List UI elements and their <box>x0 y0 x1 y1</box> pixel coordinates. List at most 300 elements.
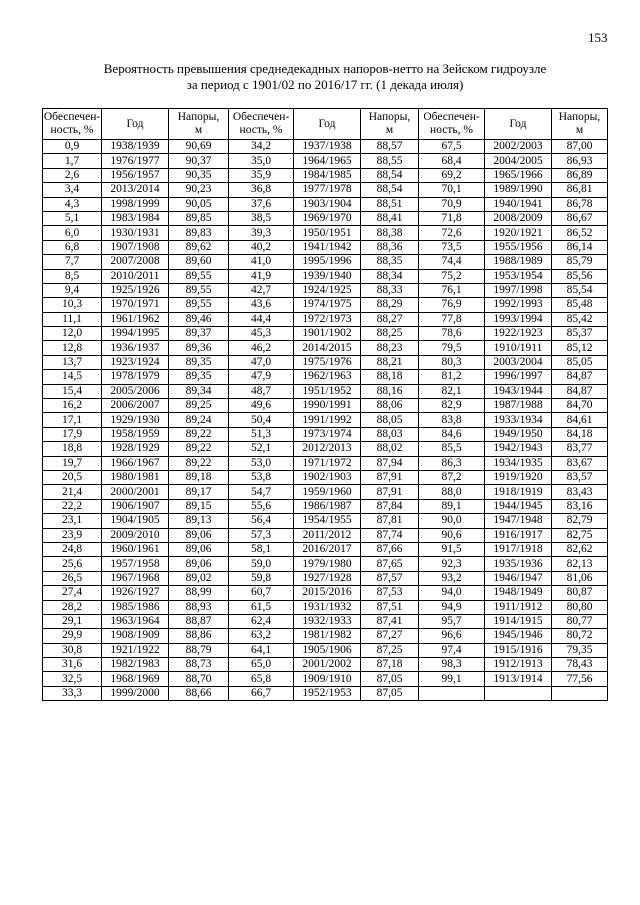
head-cell: 88,54 <box>361 183 419 197</box>
header-year-1 <box>102 109 169 140</box>
table-row <box>43 571 608 585</box>
year-cell: 2001/2002 <box>294 658 361 672</box>
head-cell: 88,57 <box>361 140 419 154</box>
year-cell: 1993/1994 <box>485 312 552 326</box>
table-row <box>43 269 608 283</box>
year-cell: 1946/1947 <box>485 571 552 585</box>
provision-cell: 86,3 <box>419 456 485 470</box>
head-cell: 88,55 <box>361 154 419 168</box>
table-row <box>43 255 608 269</box>
provision-cell: 35,9 <box>229 168 294 182</box>
year-cell: 1903/1904 <box>294 197 361 211</box>
year-cell: 1921/1922 <box>102 643 169 657</box>
year-cell: 1978/1979 <box>102 370 169 384</box>
provision-cell: 33,3 <box>43 686 102 700</box>
head-cell: 77,56 <box>552 672 608 686</box>
year-cell: 1969/1970 <box>294 211 361 225</box>
year-cell: 1927/1928 <box>294 571 361 585</box>
header-text: ность, % <box>239 124 283 136</box>
year-cell: 1931/1932 <box>294 600 361 614</box>
table-title <box>40 61 610 93</box>
table-row <box>43 154 608 168</box>
header-row <box>43 109 608 140</box>
provision-cell: 82,1 <box>419 384 485 398</box>
header-head-1 <box>169 109 229 140</box>
head-cell: 88,54 <box>361 168 419 182</box>
year-cell: 1997/1998 <box>485 283 552 297</box>
year-cell: 1973/1974 <box>294 427 361 441</box>
year-cell: 1995/1996 <box>294 255 361 269</box>
head-cell: 86,52 <box>552 226 608 240</box>
year-cell: 1971/1972 <box>294 456 361 470</box>
provision-cell: 62,4 <box>229 614 294 628</box>
table-row <box>43 168 608 182</box>
provision-cell: 91,5 <box>419 542 485 556</box>
provision-cell: 47,9 <box>229 370 294 384</box>
year-cell: 1950/1951 <box>294 226 361 240</box>
year-cell: 1951/1952 <box>294 384 361 398</box>
year-cell: 1976/1977 <box>102 154 169 168</box>
header-year-3 <box>485 109 552 140</box>
head-cell: 88,27 <box>361 312 419 326</box>
year-cell <box>485 686 552 700</box>
year-cell: 1934/1935 <box>485 456 552 470</box>
head-cell: 85,79 <box>552 255 608 269</box>
head-cell: 90,69 <box>169 140 229 154</box>
head-cell: 87,05 <box>361 686 419 700</box>
year-cell: 1910/1911 <box>485 341 552 355</box>
head-cell: 86,14 <box>552 240 608 254</box>
table-row <box>43 514 608 528</box>
head-cell: 85,37 <box>552 327 608 341</box>
provision-cell: 59,0 <box>229 557 294 571</box>
year-cell: 1981/1982 <box>294 629 361 643</box>
head-cell: 89,13 <box>169 514 229 528</box>
head-cell: 84,70 <box>552 399 608 413</box>
year-cell: 1905/1906 <box>294 643 361 657</box>
year-cell: 1998/1999 <box>102 197 169 211</box>
year-cell: 1994/1995 <box>102 327 169 341</box>
year-cell: 1983/1984 <box>102 211 169 225</box>
head-cell: 89,06 <box>169 528 229 542</box>
provision-cell: 24,8 <box>43 542 102 556</box>
year-cell: 1941/1942 <box>294 240 361 254</box>
provision-cell: 10,3 <box>43 298 102 312</box>
provision-cell: 22,2 <box>43 499 102 513</box>
head-cell: 87,00 <box>552 140 608 154</box>
year-cell: 1937/1938 <box>294 140 361 154</box>
head-cell: 89,35 <box>169 355 229 369</box>
year-cell: 1918/1919 <box>485 485 552 499</box>
year-cell: 1922/1923 <box>485 327 552 341</box>
table-row <box>43 413 608 427</box>
year-cell: 1926/1927 <box>102 586 169 600</box>
head-cell: 88,35 <box>361 255 419 269</box>
head-cell: 89,22 <box>169 442 229 456</box>
head-cell: 87,91 <box>361 485 419 499</box>
head-cell: 87,65 <box>361 557 419 571</box>
year-cell: 1913/1914 <box>485 672 552 686</box>
header-provision-3 <box>419 109 485 140</box>
table-row <box>43 197 608 211</box>
table-row <box>43 341 608 355</box>
head-cell: 88,99 <box>169 586 229 600</box>
head-cell: 81,06 <box>552 571 608 585</box>
head-cell: 90,05 <box>169 197 229 211</box>
year-cell: 1943/1944 <box>485 384 552 398</box>
table-row <box>43 312 608 326</box>
table-row <box>43 355 608 369</box>
year-cell: 1945/1946 <box>485 629 552 643</box>
head-cell: 88,05 <box>361 413 419 427</box>
header-text: Год <box>509 117 527 130</box>
year-cell: 1915/1916 <box>485 643 552 657</box>
provision-cell: 52,1 <box>229 442 294 456</box>
year-cell: 2004/2005 <box>485 154 552 168</box>
provision-cell: 1,7 <box>43 154 102 168</box>
head-cell: 83,43 <box>552 485 608 499</box>
provision-cell: 47,0 <box>229 355 294 369</box>
head-cell: 87,66 <box>361 542 419 556</box>
year-cell: 1949/1950 <box>485 427 552 441</box>
head-cell: 88,38 <box>361 226 419 240</box>
table-row <box>43 456 608 470</box>
year-cell: 1962/1963 <box>294 370 361 384</box>
head-cell: 88,36 <box>361 240 419 254</box>
provision-cell: 63,2 <box>229 629 294 643</box>
head-cell: 87,25 <box>361 643 419 657</box>
head-cell: 89,25 <box>169 399 229 413</box>
provision-cell: 23,1 <box>43 514 102 528</box>
provision-cell: 70,9 <box>419 197 485 211</box>
head-cell: 90,35 <box>169 168 229 182</box>
year-cell: 1996/1997 <box>485 370 552 384</box>
head-cell: 90,23 <box>169 183 229 197</box>
year-cell: 1920/1921 <box>485 226 552 240</box>
head-cell: 85,48 <box>552 298 608 312</box>
provision-cell: 43,6 <box>229 298 294 312</box>
provision-cell: 20,5 <box>43 470 102 484</box>
provision-cell <box>419 686 485 700</box>
provision-cell: 6,8 <box>43 240 102 254</box>
header-provision-1 <box>43 109 102 140</box>
header-text: м <box>385 124 394 136</box>
year-cell: 1935/1936 <box>485 557 552 571</box>
table-row <box>43 384 608 398</box>
year-cell: 1960/1961 <box>102 542 169 556</box>
year-cell: 1939/1940 <box>294 269 361 283</box>
provision-cell: 25,6 <box>43 557 102 571</box>
provision-cell: 93,2 <box>419 571 485 585</box>
probability-table <box>42 108 608 701</box>
year-cell: 1966/1967 <box>102 456 169 470</box>
provision-cell: 26,5 <box>43 571 102 585</box>
year-cell: 1977/1978 <box>294 183 361 197</box>
head-cell: 79,35 <box>552 643 608 657</box>
head-cell: 87,74 <box>361 528 419 542</box>
head-cell: 89,06 <box>169 542 229 556</box>
year-cell: 1925/1926 <box>102 283 169 297</box>
provision-cell: 87,2 <box>419 470 485 484</box>
header-text: ность, % <box>50 124 94 136</box>
year-cell: 2000/2001 <box>102 485 169 499</box>
head-cell: 80,77 <box>552 614 608 628</box>
year-cell: 1917/1918 <box>485 542 552 556</box>
provision-cell: 16,2 <box>43 399 102 413</box>
head-cell: 84,87 <box>552 384 608 398</box>
head-cell: 89,37 <box>169 327 229 341</box>
table-row <box>43 427 608 441</box>
head-cell: 88,02 <box>361 442 419 456</box>
head-cell: 85,42 <box>552 312 608 326</box>
head-cell: 85,56 <box>552 269 608 283</box>
provision-cell: 29,9 <box>43 629 102 643</box>
provision-cell: 12,8 <box>43 341 102 355</box>
provision-cell: 78,6 <box>419 327 485 341</box>
head-cell: 82,79 <box>552 514 608 528</box>
header-text: Обеспечен- <box>43 111 101 123</box>
head-cell: 87,91 <box>361 470 419 484</box>
head-cell: 83,77 <box>552 442 608 456</box>
provision-cell: 76,9 <box>419 298 485 312</box>
head-cell: 89,36 <box>169 341 229 355</box>
table-row <box>43 629 608 643</box>
head-cell: 89,55 <box>169 283 229 297</box>
year-cell: 1979/1980 <box>294 557 361 571</box>
table-row <box>43 211 608 225</box>
year-cell: 1930/1931 <box>102 226 169 240</box>
year-cell: 2009/2010 <box>102 528 169 542</box>
table-row <box>43 485 608 499</box>
head-cell: 82,13 <box>552 557 608 571</box>
head-cell: 89,22 <box>169 456 229 470</box>
head-cell: 89,85 <box>169 211 229 225</box>
head-cell: 89,06 <box>169 557 229 571</box>
provision-cell: 77,8 <box>419 312 485 326</box>
year-cell: 1958/1959 <box>102 427 169 441</box>
year-cell: 1975/1976 <box>294 355 361 369</box>
provision-cell: 55,6 <box>229 499 294 513</box>
table-body <box>43 140 608 701</box>
head-cell: 89,18 <box>169 470 229 484</box>
provision-cell: 89,1 <box>419 499 485 513</box>
provision-cell: 12,0 <box>43 327 102 341</box>
head-cell: 83,57 <box>552 470 608 484</box>
provision-cell: 29,1 <box>43 614 102 628</box>
provision-cell: 85,5 <box>419 442 485 456</box>
provision-cell: 37,6 <box>229 197 294 211</box>
head-cell: 87,53 <box>361 586 419 600</box>
head-cell: 88,29 <box>361 298 419 312</box>
provision-cell: 88,0 <box>419 485 485 499</box>
year-cell: 2010/2011 <box>102 269 169 283</box>
year-cell: 1932/1933 <box>294 614 361 628</box>
provision-cell: 80,3 <box>419 355 485 369</box>
provision-cell: 59,8 <box>229 571 294 585</box>
head-cell: 88,79 <box>169 643 229 657</box>
year-cell: 1970/1971 <box>102 298 169 312</box>
provision-cell: 32,5 <box>43 672 102 686</box>
provision-cell: 9,4 <box>43 283 102 297</box>
year-cell: 1954/1955 <box>294 514 361 528</box>
head-cell: 89,34 <box>169 384 229 398</box>
table-row <box>43 586 608 600</box>
head-cell: 83,16 <box>552 499 608 513</box>
year-cell: 2012/2013 <box>294 442 361 456</box>
year-cell: 1985/1986 <box>102 600 169 614</box>
year-cell: 1991/1992 <box>294 413 361 427</box>
year-cell: 2011/2012 <box>294 528 361 542</box>
head-cell: 87,81 <box>361 514 419 528</box>
head-cell: 82,62 <box>552 542 608 556</box>
table-row <box>43 240 608 254</box>
table-row <box>43 614 608 628</box>
provision-cell: 83,8 <box>419 413 485 427</box>
head-cell: 87,05 <box>361 672 419 686</box>
provision-cell: 51,3 <box>229 427 294 441</box>
head-cell: 88,16 <box>361 384 419 398</box>
table-row <box>43 370 608 384</box>
provision-cell: 81,2 <box>419 370 485 384</box>
year-cell: 1909/1910 <box>294 672 361 686</box>
provision-cell: 53,0 <box>229 456 294 470</box>
year-cell: 1929/1930 <box>102 413 169 427</box>
head-cell: 87,51 <box>361 600 419 614</box>
header-text: Напоры, <box>558 111 601 123</box>
year-cell: 1956/1957 <box>102 168 169 182</box>
provision-cell: 31,6 <box>43 658 102 672</box>
provision-cell: 49,6 <box>229 399 294 413</box>
provision-cell: 58,1 <box>229 542 294 556</box>
provision-cell: 97,4 <box>419 643 485 657</box>
head-cell: 88,06 <box>361 399 419 413</box>
page-number: 153 <box>588 30 608 45</box>
head-cell: 80,72 <box>552 629 608 643</box>
year-cell: 1988/1989 <box>485 255 552 269</box>
provision-cell: 53,8 <box>229 470 294 484</box>
year-cell: 1974/1975 <box>294 298 361 312</box>
year-cell: 1987/1988 <box>485 399 552 413</box>
table-row <box>43 672 608 686</box>
table-row <box>43 658 608 672</box>
provision-cell: 82,9 <box>419 399 485 413</box>
year-cell: 1992/1993 <box>485 298 552 312</box>
head-cell: 88,21 <box>361 355 419 369</box>
head-cell: 86,67 <box>552 211 608 225</box>
year-cell: 1940/1941 <box>485 197 552 211</box>
year-cell: 1936/1937 <box>102 341 169 355</box>
head-cell: 89,62 <box>169 240 229 254</box>
provision-cell: 45,3 <box>229 327 294 341</box>
head-cell: 80,87 <box>552 586 608 600</box>
year-cell: 1933/1934 <box>485 413 552 427</box>
year-cell: 2013/2014 <box>102 183 169 197</box>
head-cell: 88,23 <box>361 341 419 355</box>
header-text: Напоры, <box>368 111 411 123</box>
provision-cell: 67,5 <box>419 140 485 154</box>
provision-cell: 65,0 <box>229 658 294 672</box>
year-cell: 1916/1917 <box>485 528 552 542</box>
provision-cell: 71,8 <box>419 211 485 225</box>
provision-cell: 40,2 <box>229 240 294 254</box>
provision-cell: 65,8 <box>229 672 294 686</box>
provision-cell: 70,1 <box>419 183 485 197</box>
provision-cell: 35,0 <box>229 154 294 168</box>
provision-cell: 34,2 <box>229 140 294 154</box>
head-cell: 89,22 <box>169 427 229 441</box>
provision-cell: 56,4 <box>229 514 294 528</box>
head-cell: 86,81 <box>552 183 608 197</box>
year-cell: 1980/1981 <box>102 470 169 484</box>
provision-cell: 46,2 <box>229 341 294 355</box>
year-cell: 1990/1991 <box>294 399 361 413</box>
table-row <box>43 470 608 484</box>
head-cell: 88,70 <box>169 672 229 686</box>
head-cell: 88,18 <box>361 370 419 384</box>
year-cell: 1912/1913 <box>485 658 552 672</box>
table-row <box>43 686 608 700</box>
year-cell: 2008/2009 <box>485 211 552 225</box>
provision-cell: 13,7 <box>43 355 102 369</box>
head-cell: 88,33 <box>361 283 419 297</box>
head-cell: 88,03 <box>361 427 419 441</box>
year-cell: 1964/1965 <box>294 154 361 168</box>
provision-cell: 48,7 <box>229 384 294 398</box>
year-cell: 1906/1907 <box>102 499 169 513</box>
header-provision-2 <box>229 109 294 140</box>
provision-cell: 41,9 <box>229 269 294 283</box>
provision-cell: 57,3 <box>229 528 294 542</box>
year-cell: 1972/1973 <box>294 312 361 326</box>
year-cell: 1959/1960 <box>294 485 361 499</box>
head-cell: 84,18 <box>552 427 608 441</box>
table-row <box>43 327 608 341</box>
head-cell: 89,46 <box>169 312 229 326</box>
head-cell: 87,57 <box>361 571 419 585</box>
year-cell: 1911/1912 <box>485 600 552 614</box>
head-cell: 85,05 <box>552 355 608 369</box>
provision-cell: 0,9 <box>43 140 102 154</box>
head-cell: 87,94 <box>361 456 419 470</box>
provision-cell: 8,5 <box>43 269 102 283</box>
table-row <box>43 140 608 154</box>
provision-cell: 2,6 <box>43 168 102 182</box>
provision-cell: 84,6 <box>419 427 485 441</box>
provision-cell: 5,1 <box>43 211 102 225</box>
provision-cell: 54,7 <box>229 485 294 499</box>
head-cell: 88,41 <box>361 211 419 225</box>
provision-cell: 73,5 <box>419 240 485 254</box>
year-cell: 2015/2016 <box>294 586 361 600</box>
provision-cell: 92,3 <box>419 557 485 571</box>
provision-cell: 39,3 <box>229 226 294 240</box>
header-text: Обеспечен- <box>232 111 290 123</box>
year-cell: 1914/1915 <box>485 614 552 628</box>
provision-cell: 18,8 <box>43 442 102 456</box>
head-cell: 90,37 <box>169 154 229 168</box>
header-year-2 <box>294 109 361 140</box>
head-cell: 82,75 <box>552 528 608 542</box>
head-cell: 84,87 <box>552 370 608 384</box>
year-cell: 1944/1945 <box>485 499 552 513</box>
provision-cell: 15,4 <box>43 384 102 398</box>
header-text: м <box>194 124 203 136</box>
year-cell: 1967/1968 <box>102 571 169 585</box>
header-text: ность, % <box>430 124 473 136</box>
provision-cell: 94,0 <box>419 586 485 600</box>
table-row <box>43 226 608 240</box>
year-cell: 2003/2004 <box>485 355 552 369</box>
